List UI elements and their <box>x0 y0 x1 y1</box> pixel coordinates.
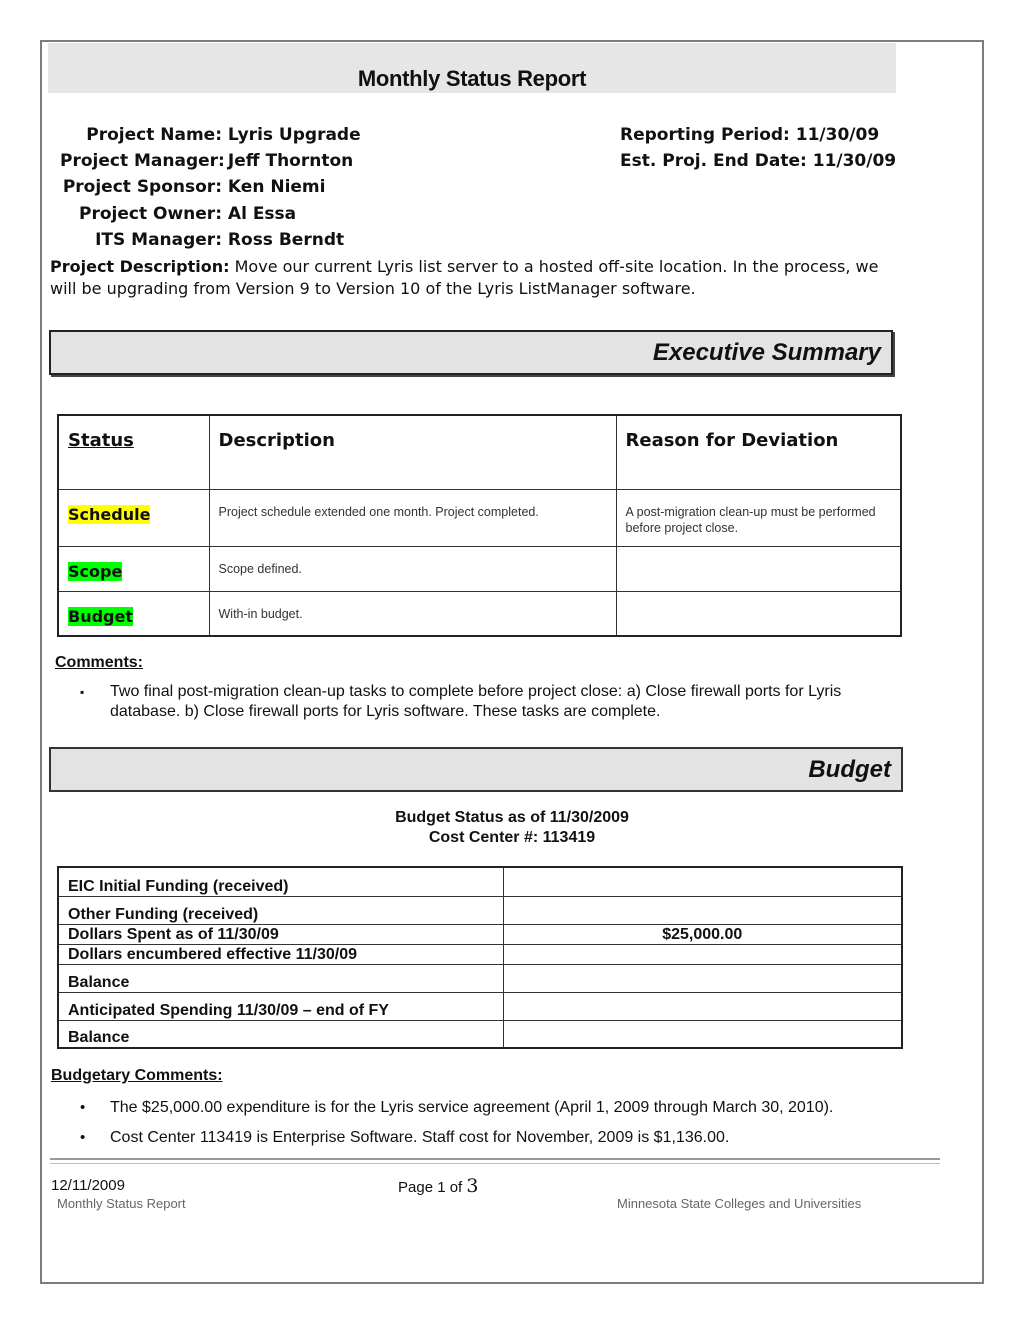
budget-heading: Budget <box>49 747 903 792</box>
budget-label: Dollars encumbered effective 11/30/09 <box>58 944 503 964</box>
budget-value: $25,000.00 <box>503 924 902 944</box>
status-badge-scope: Scope <box>68 561 123 581</box>
budgetary-comments-heading: Budgetary Comments: <box>51 1067 223 1084</box>
description-cell: Project schedule extended one month. Project completed. <box>209 489 616 546</box>
footer-rule <box>50 1158 940 1160</box>
info-label: Project Sponsor: <box>62 177 222 198</box>
info-label: Reporting Period: <box>620 125 790 145</box>
table-header-row <box>58 415 901 489</box>
info-label: Project Name: <box>86 125 222 145</box>
info-label: Est. Proj. End Date: <box>620 151 807 172</box>
budget-comment-text: The $25,000.00 expenditure is for the Lyris service agreement (April 1, 2009 through March 30, 2010). <box>110 1099 834 1116</box>
info-value: Ken Niemi <box>227 177 326 198</box>
page-prefix: Page 1 of <box>398 1179 467 1196</box>
executive-summary-heading: Executive Summary <box>49 330 893 375</box>
project-name-row <box>60 122 361 148</box>
list-item <box>80 682 900 722</box>
footer-doc-name: Monthly Status Report <box>57 1196 186 1211</box>
table-row <box>58 992 902 1020</box>
table-row <box>58 489 901 546</box>
header-status: Status <box>58 415 209 489</box>
budget-label: Other Funding (received) <box>58 896 503 924</box>
comments-heading: Comments: <box>55 654 144 671</box>
budget-label: Anticipated Spending 11/30/09 – end of FY <box>58 992 503 1020</box>
budget-status-line: Budget Status as of 11/30/2009 <box>395 809 629 826</box>
description-cell: With-in budget. <box>209 591 616 636</box>
budget-value <box>503 944 902 964</box>
status-cell <box>58 546 209 591</box>
budget-label: EIC Initial Funding (received) <box>58 867 503 896</box>
table-row <box>58 591 901 636</box>
status-badge-schedule: Schedule <box>68 504 151 524</box>
footer-organization: Minnesota State Colleges and Universities <box>617 1196 862 1211</box>
info-value: Ross Berndt <box>227 229 345 250</box>
budget-label: Balance <box>58 1020 503 1048</box>
status-cell <box>58 591 209 636</box>
budget-label: Balance <box>58 964 503 992</box>
info-value: Lyris Upgrade <box>227 125 361 145</box>
table-row <box>58 896 902 924</box>
budget-subtitle <box>40 808 984 848</box>
bullet-icon: • <box>80 1099 86 1116</box>
info-value: Al Essa <box>227 203 297 224</box>
end-date-row <box>620 148 897 174</box>
project-owner-row <box>60 201 361 227</box>
bullet-icon: ▪ <box>80 685 85 699</box>
budget-table <box>57 866 903 1049</box>
project-info-right <box>620 122 897 174</box>
table-row <box>58 964 902 992</box>
description-text: Move our current Lyris list server to a hosted off-site location. In the process, we will be upgrading from Version 9 to Version 10 of the Lyris ListManager software. <box>50 257 879 298</box>
comment-text: Two final post-migration clean-up tasks to complete before project close: a) Close firewall ports for Lyris database. b) Close firewall ports for Lyris software. These tasks are complete. <box>110 683 842 720</box>
bullet-icon: • <box>80 1129 86 1146</box>
info-label: Project Manager: <box>60 151 225 172</box>
cost-center-line: Cost Center #: 113419 <box>428 829 596 846</box>
info-label: ITS Manager: <box>95 229 222 250</box>
reason-cell <box>616 591 901 636</box>
budget-value <box>503 992 902 1020</box>
budget-comment-text: Cost Center 113419 is Enterprise Software. Staff cost for November, 2009 is $1,136.00. <box>110 1129 730 1146</box>
footer-rule-thin <box>50 1163 940 1164</box>
info-label: Project Owner: <box>79 203 222 224</box>
comments-list <box>80 682 900 722</box>
info-value: 11/30/09 <box>795 125 880 145</box>
header-reason: Reason for Deviation <box>616 415 901 489</box>
info-value: Jeff Thornton <box>227 151 354 172</box>
table-row <box>58 546 901 591</box>
report-title: Monthly Status Report <box>357 66 587 91</box>
description-label: Project Description: <box>50 257 230 276</box>
table-row <box>58 924 902 944</box>
footer-page-number <box>398 1175 478 1197</box>
project-description <box>50 256 895 300</box>
project-manager-row <box>60 148 361 174</box>
table-row <box>58 867 902 896</box>
project-info-left <box>60 122 361 253</box>
budget-value <box>503 1020 902 1048</box>
description-cell: Scope defined. <box>209 546 616 591</box>
budget-value <box>503 896 902 924</box>
table-row <box>58 1020 902 1048</box>
reason-cell: A post-migration clean-up must be performed before project close. <box>616 489 901 546</box>
status-badge-budget: Budget <box>68 606 133 626</box>
page-total: 3 <box>466 1175 479 1197</box>
footer-date: 12/11/2009 <box>51 1177 125 1194</box>
budget-label: Dollars Spent as of 11/30/09 <box>58 924 503 944</box>
budget-value <box>503 964 902 992</box>
status-table <box>57 414 902 637</box>
reporting-period-row <box>620 122 880 148</box>
list-item <box>80 1128 729 1148</box>
header-description: Description <box>209 415 616 489</box>
info-value: 11/30/09 <box>812 151 897 172</box>
reason-cell <box>616 546 901 591</box>
list-item <box>80 1098 833 1118</box>
status-cell <box>58 489 209 546</box>
its-manager-row <box>60 227 361 253</box>
table-row <box>58 944 902 964</box>
project-sponsor-row <box>60 174 361 200</box>
budget-value <box>503 867 902 896</box>
